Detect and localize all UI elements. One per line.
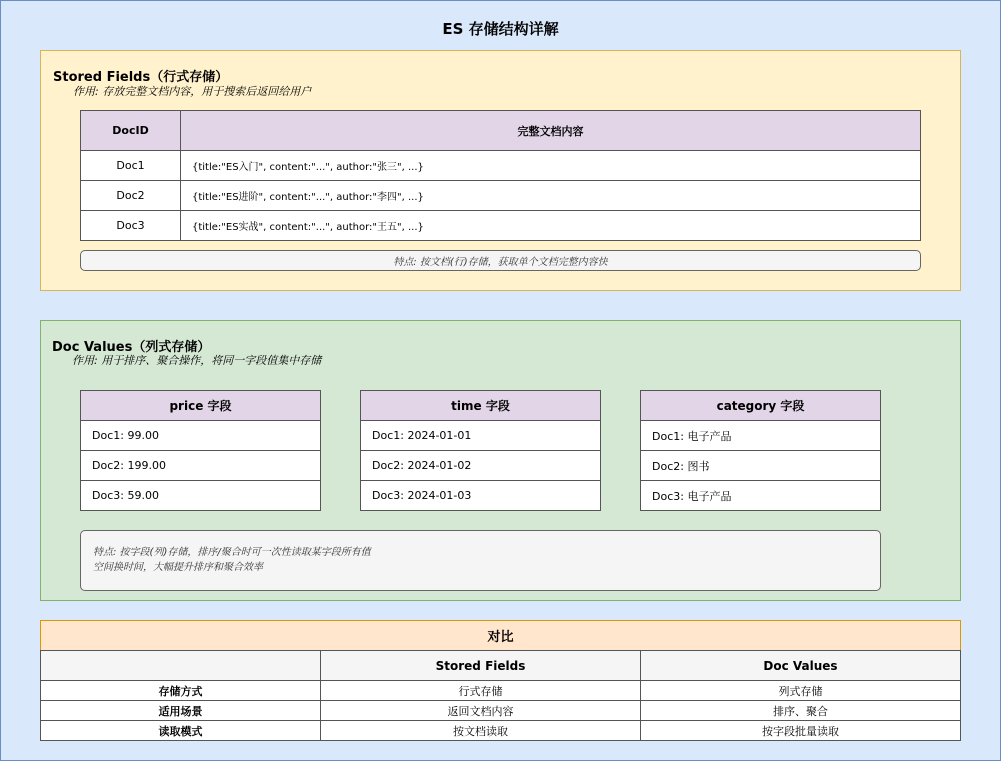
time-field-header: time 字段 — [360, 390, 601, 421]
compare-row-stored: 返回文档内容 — [320, 700, 641, 721]
compare-row-docvalues: 列式存储 — [640, 680, 961, 701]
compare-row-stored: 行式存储 — [320, 680, 641, 701]
compare-row-docvalues: 排序、聚合 — [640, 700, 961, 721]
compare-row-label: 适用场景 — [40, 700, 321, 721]
diagram-title: ES 存储结构详解 — [442, 20, 559, 38]
compare-title: 对比 — [40, 620, 961, 651]
time-field-value: Doc3: 2024-01-03 — [360, 480, 601, 511]
stored-fields-desc: 作用: 存放完整文档内容，用于搜索后返回给用户 — [73, 85, 312, 98]
compare-row-label: 存储方式 — [40, 680, 321, 701]
stored-fields-title: Stored Fields（行式存储） — [53, 70, 229, 85]
compare-header-blank — [40, 650, 321, 681]
stored-row-docid: Doc1 — [80, 150, 181, 181]
doc-values-note — [80, 530, 881, 591]
price-field-value: Doc2: 199.00 — [80, 450, 321, 481]
compare-header-docvalues: Doc Values — [640, 650, 961, 681]
category-field-value: Doc1: 电子产品 — [640, 420, 881, 451]
compare-row-label: 读取模式 — [40, 720, 321, 741]
stored-row-content: {title:"ES进阶", content:"...", author:"李四", ...} — [180, 180, 921, 211]
category-field-value: Doc2: 图书 — [640, 450, 881, 481]
price-field-value: Doc3: 59.00 — [80, 480, 321, 511]
stored-row-docid: Doc3 — [80, 210, 181, 241]
category-field-header: category 字段 — [640, 390, 881, 421]
stored-row-content: {title:"ES实战", content:"...", author:"王五", ...} — [180, 210, 921, 241]
price-field-header: price 字段 — [80, 390, 321, 421]
stored-row-docid: Doc2 — [80, 180, 181, 211]
stored-fields-note: 特点: 按文档(行)存储，获取单个文档完整内容快 — [80, 250, 921, 271]
stored-header-content: 完整文档内容 — [180, 110, 921, 151]
doc-values-title: Doc Values（列式存储） — [52, 340, 211, 355]
time-field-value: Doc1: 2024-01-01 — [360, 420, 601, 451]
doc-values-desc: 作用: 用于排序、聚合操作，将同一字段值集中存储 — [72, 354, 322, 367]
stored-header-docid: DocID — [80, 110, 181, 151]
doc-values-note-line2: 空间换时间，大幅提升排序和聚合效率 — [93, 562, 263, 573]
category-field-value: Doc3: 电子产品 — [640, 480, 881, 511]
time-field-value: Doc2: 2024-01-02 — [360, 450, 601, 481]
stored-row-content: {title:"ES入门", content:"...", author:"张三", ...} — [180, 150, 921, 181]
compare-header-stored: Stored Fields — [320, 650, 641, 681]
price-field-value: Doc1: 99.00 — [80, 420, 321, 451]
doc-values-note-line1: 特点: 按字段(列)存储，排序/聚合时可一次性读取某字段所有值 — [93, 547, 371, 558]
compare-row-docvalues: 按字段批量读取 — [640, 720, 961, 741]
compare-row-stored: 按文档读取 — [320, 720, 641, 741]
